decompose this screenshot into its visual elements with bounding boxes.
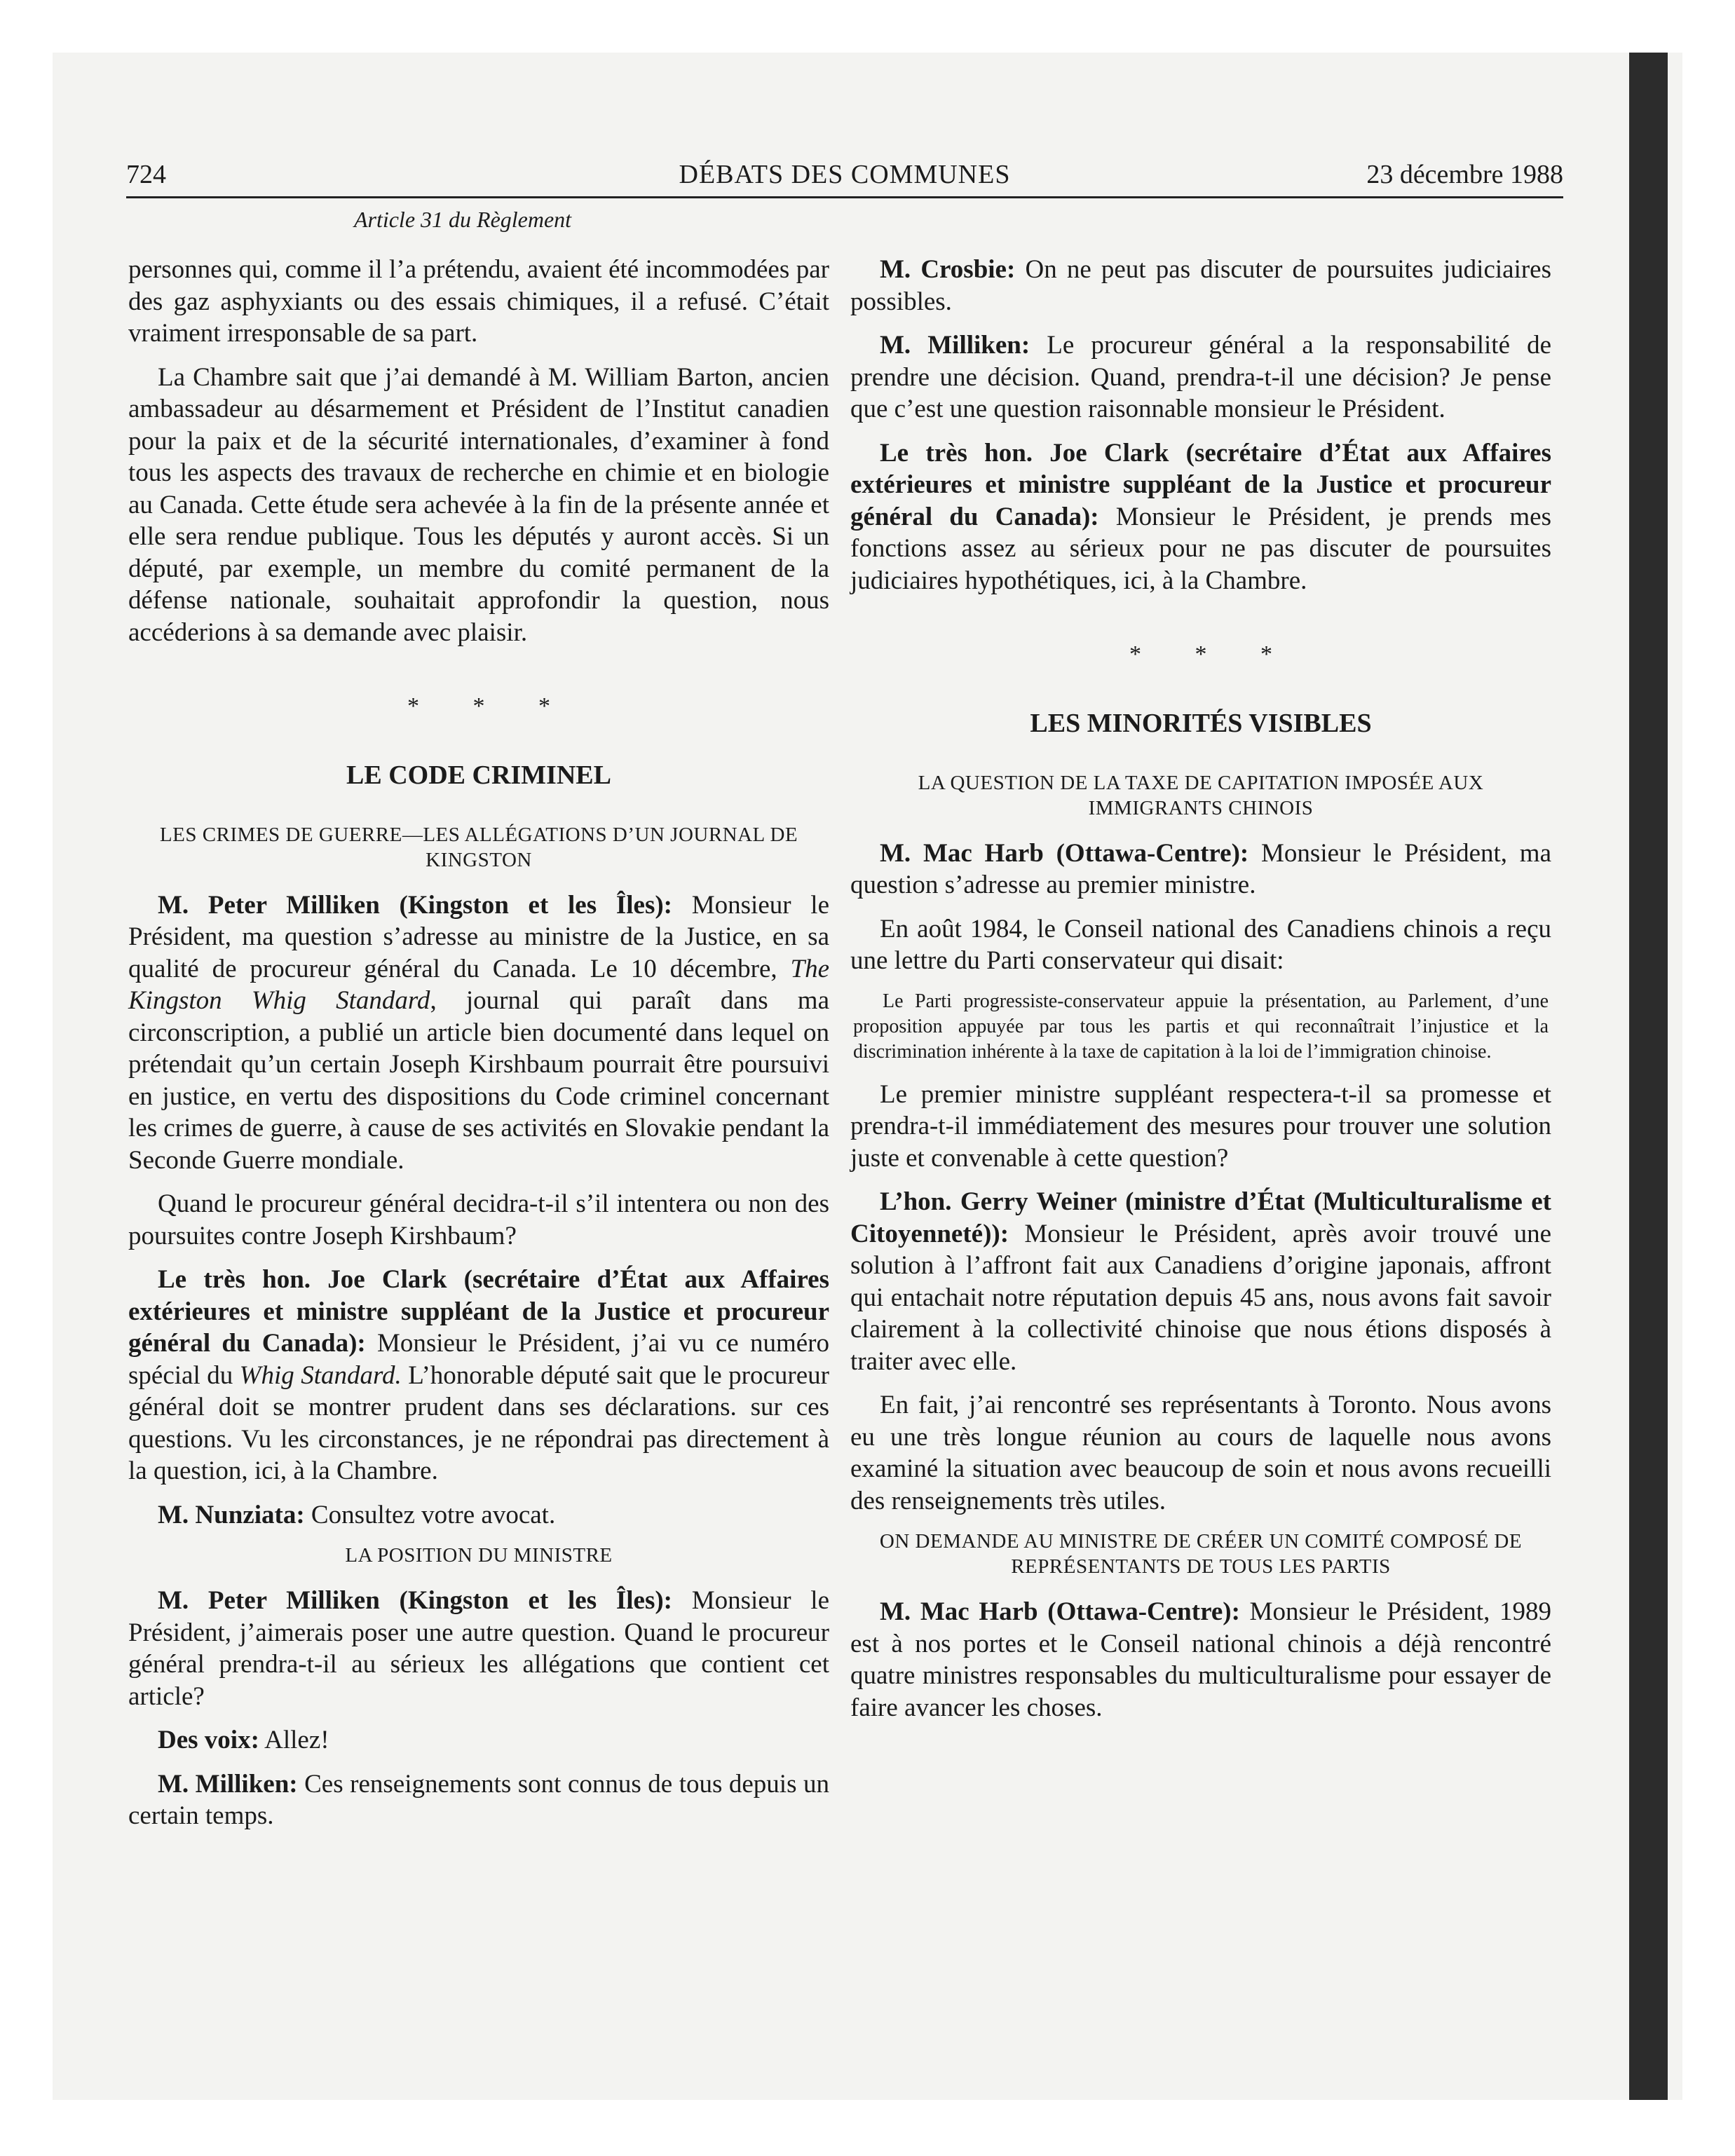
paragraph: Quand le procureur général decidra-t-il s’il intentera ou non des poursuites contre Joseph Kirshbaum?: [128, 1189, 829, 1250]
speech-paragraph: [128, 1585, 829, 1712]
quoted-letter: Le Parti progressiste-conservateur appuie la présentation, au Parlement, d’une proposition appuyée par tous les partis et qui reconnaîtrait l’injustice et la discrimination inhérente à la taxe de capitation à la loi de l’immigration chinoise.: [853, 990, 1549, 1063]
paragraph: En août 1984, le Conseil national des Canadiens chinois a reçu une lettre du Parti conservateur qui disait:: [850, 914, 1551, 975]
speaker-name: M. Mac Harb (Ottawa-Centre):: [880, 838, 1249, 868]
speaker-name: Des voix:: [158, 1726, 259, 1754]
speech-paragraph: [128, 889, 829, 1177]
speaker-name: L’hon. Gerry Weiner (ministre d’État (Multiculturalisme et Citoyenneté)):: [850, 1187, 1551, 1248]
subsection-heading: ON DEMANDE AU MINISTRE DE CRÉER UN COMITÉ COMPOSÉ DE REPRÉSENTANTS DE TOUS LES PARTIS: [879, 1530, 1523, 1578]
speech-paragraph: [850, 1596, 1551, 1724]
speech-text: Monsieur le Président, j’ai vu ce numéro spécial du: [128, 1329, 829, 1390]
session-date: 23 décembre 1988: [1366, 160, 1563, 189]
speaker-name: M. Crosbie:: [880, 255, 1016, 284]
speech-paragraph: [128, 1264, 829, 1487]
speaker-name: M. Milliken:: [158, 1769, 298, 1799]
speech-text: Monsieur le Président, après avoir trouvé une solution à l’affront fait aux Canadiens d’origine japonais, affront qui entachait notre réputation depuis 45 ans, nous avons fait savoir clairement à la collectivité chinoise que nous étions disposés à traiter avec elle.: [850, 1219, 1551, 1376]
speech-text: Le procureur général a la responsabilité de prendre une décision. Quand, prendra-t-il une décision? Je pense que c’est une question raisonnable monsieur le Président.: [850, 331, 1551, 423]
publication-title: DÉBATS DES COMMUNES: [679, 160, 1011, 189]
speech-paragraph: [128, 1724, 829, 1756]
paragraph: En fait, j’ai rencontré ses représentants à Toronto. Nous avons eu une très longue réunion au cours de laquelle nous avons examiné la situation avec beaucoup de soin et nous avons recueilli des renseignements très utiles.: [850, 1391, 1551, 1515]
speech-paragraph: [850, 838, 1551, 901]
paragraph: Le premier ministre suppléant respectera-t-il sa promesse et prendra-t-il immédiatement des mesures pour trouver une solution juste et convenable à cette question?: [850, 1079, 1551, 1173]
speech-text: Monsieur le Président, ma question s’adresse au ministre de la Justice, en sa qualité de procureur général du Canada. Le 10 décembre,: [128, 890, 829, 983]
speech-paragraph: [850, 1186, 1551, 1377]
speech-text: Monsieur le Président, j’aimerais poser une autre question. Quand le procureur général prendra-t-il au sérieux les allégations que contient cet article?: [128, 1586, 829, 1711]
section-heading: LE CODE CRIMINEL: [346, 760, 611, 790]
speech-text: Consultez votre avocat.: [304, 1500, 556, 1529]
speech-text: , journal qui paraît dans ma circonscription, a publié un article bien documenté dans lequel on prétendait qu’un certain Joseph Kirshbaum pourrait être poursuivi en justice, en vertu des dispositions du Code criminel concernant les crimes de guerre, à cause de ses activités en Slovakie pendant la Seconde Guerre mondiale.: [128, 986, 829, 1175]
section-separator: * * *: [407, 693, 574, 719]
section-heading: LES MINORITÉS VISIBLES: [1030, 708, 1372, 738]
paragraph: personnes qui, comme il l’a prétendu, avaient été incommodées par des gaz asphyxiants ou des essais chimiques, il a refusé. C’était vraiment irresponsable de sa part.: [128, 255, 829, 348]
speech-paragraph: [850, 254, 1551, 318]
speech-text: L’honorable député sait que le procureur général doit se montrer prudent dans ses déclarations. sur ces questions. Vu les circonstances, je ne répondrai pas directement à la question, ici, à la Chambre.: [128, 1360, 829, 1485]
right-column: [850, 254, 1551, 1735]
speaker-name: M. Mac Harb (Ottawa-Centre):: [880, 1597, 1240, 1626]
page-header: [126, 158, 1563, 198]
subsection-heading: LES CRIMES DE GUERRE—LES ALLÉGATIONS D’UN JOURNAL DE KINGSTON: [159, 823, 798, 871]
left-column: [128, 254, 829, 1844]
speaker-name: M. Peter Milliken (Kingston et les Îles):: [158, 1586, 672, 1615]
standing-order-label: Article 31 du Règlement: [353, 207, 572, 232]
speaker-name: M. Peter Milliken (Kingston et les Îles):: [158, 890, 672, 920]
speaker-name: M. Nunziata:: [158, 1500, 305, 1529]
speech-paragraph: [128, 1768, 829, 1832]
subsection-heading: LA POSITION DU MINISTRE: [345, 1544, 613, 1567]
speech-text: On ne peut pas discuter de poursuites judiciaires possibles.: [850, 255, 1551, 316]
page-number: 724: [126, 160, 166, 189]
speech-paragraph: [850, 437, 1551, 597]
speech-text: Ces renseignements sont connus de tous depuis un certain temps.: [128, 1769, 829, 1830]
speech-text: Monsieur le Président, je prends mes fonctions assez au sérieux pour ne pas discuter de poursuites judiciaires hypothétiques, ici, à la Chambre.: [850, 502, 1551, 595]
speaker-name: M. Milliken:: [880, 331, 1030, 360]
speech-text: Allez!: [259, 1726, 329, 1754]
speech-paragraph: [850, 329, 1551, 425]
newspaper-title: Whig Standard.: [239, 1360, 402, 1390]
subsection-heading: LA QUESTION DE LA TAXE DE CAPITATION IMPOSÉE AUX IMMIGRANTS CHINOIS: [918, 771, 1484, 819]
speech-text: Monsieur le Président, ma question s’adresse au premier ministre.: [850, 838, 1551, 899]
speech-text: Monsieur le Président, 1989 est à nos portes et le Conseil national chinois a déjà rencontré quatre ministres responsables du multiculturalisme pour essayer de faire avancer les choses.: [850, 1597, 1551, 1722]
scan-edge-shadow: [1629, 53, 1668, 2100]
speaker-name: Le très hon. Joe Clark (secrétaire d’État aux Affaires extérieures et ministre suppléant de la Justice et procureur général du Canada):: [850, 438, 1551, 531]
speaker-name: Le très hon. Joe Clark (secrétaire d’État aux Affaires extérieures et ministre suppléant de la Justice et procureur général du Canada):: [128, 1265, 829, 1358]
speech-paragraph: [128, 1499, 829, 1531]
newspaper-title: The Kingston Whig Standard: [128, 954, 829, 1015]
paragraph: La Chambre sait que j’ai demandé à M. William Barton, ancien ambassadeur au désarmement et Président de l’Institut canadien pour la paix et de la sécurité internationales, d’examiner à fond tous les aspects des travaux de recherche en chimie et en biologie au Canada. Cette étude sera achevée à la fin de la présente année et elle sera rendue publique. Tous les députés y auront accès. Si un député, par exemple, un membre du comité permanent de la défense nationale, souhaitait approfondir la question, nous accéderions à sa demande avec plaisir.: [128, 362, 829, 647]
section-separator: * * *: [1129, 641, 1296, 667]
